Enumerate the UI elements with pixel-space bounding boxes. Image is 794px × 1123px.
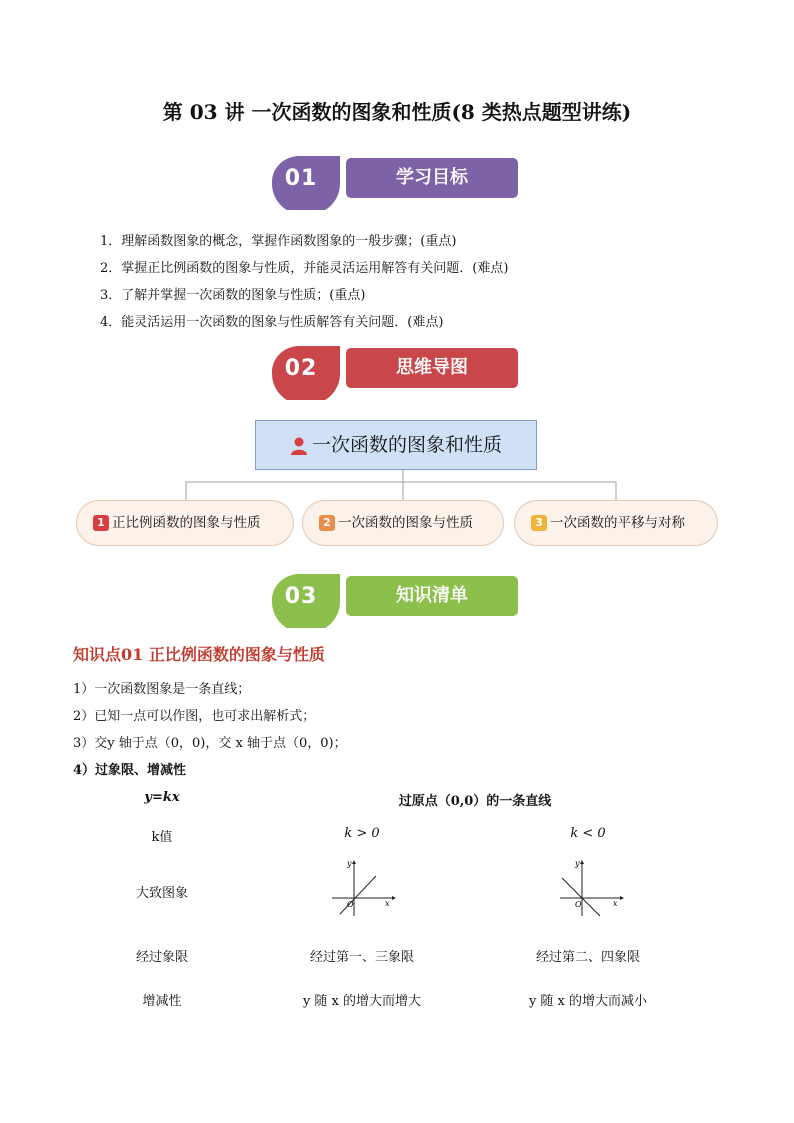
mindmap-node-2: [302, 500, 504, 546]
table-row-label: 增减性: [142, 994, 182, 1009]
knowledge-item: 3）交y 轴于点（0，0)，交 x 轴于点（0，0)；: [73, 736, 347, 751]
graph-increasing-line: [328, 856, 398, 920]
table-cell-k-positive: k > 0: [344, 826, 380, 841]
graph-origin-label: O: [347, 900, 354, 909]
section-label: 思维导图: [346, 348, 518, 388]
knowledge-list: [73, 676, 347, 784]
table-row-label: 大致图象: [135, 886, 188, 901]
section-header-knowledge: [270, 572, 530, 628]
mindmap-node-label: 一次函数的图象与性质: [338, 515, 473, 531]
graph-decreasing-line: [556, 856, 626, 920]
objectives-list: [100, 228, 508, 336]
section-number: 02: [284, 356, 318, 381]
table-cell-quadrants-positive: 经过第一、三象限: [309, 950, 414, 965]
mindmap-node-number: 3: [531, 515, 547, 531]
graph-axis-y-label: y: [575, 859, 580, 868]
graph-axis-x-label: x: [385, 899, 390, 908]
section-label: 学习目标: [346, 158, 518, 198]
section-header-mindmap: [270, 344, 530, 400]
graph-axis-y-label: y: [347, 859, 352, 868]
mindmap-node-1: [76, 500, 294, 546]
knowledge-item: 4）过象限、增减性: [73, 763, 187, 778]
section-label: 知识清单: [346, 576, 518, 616]
objective-item: 1．理解函数图象的概念，掌握作函数图象的一般步骤；(重点): [100, 234, 457, 249]
objective-item: 4．能灵活运用一次函数的图象与性质解答有关问题．(难点): [100, 315, 444, 330]
objective-item: 3．了解并掌握一次函数的图象与性质；(重点): [100, 288, 366, 303]
objective-item: 2．掌握正比例函数的图象与性质，并能灵活运用解答有关问题．(难点): [100, 261, 509, 276]
table-cell-quadrants-negative: 经过第二、四象限: [535, 950, 640, 965]
table-header-right: 过原点（0,0）的一条直线: [398, 794, 552, 809]
table-cell-monotonic-negative: y 随 x 的增大而减小: [528, 994, 648, 1009]
mindmap-node-3: [514, 500, 718, 546]
document-title: 第 03 讲 一次函数的图象和性质(8 类热点题型讲练): [162, 100, 632, 124]
section-number: 01: [284, 166, 318, 191]
table-row-label: 经过象限: [135, 950, 188, 965]
table-cell-monotonic-positive: y 随 x 的增大而增大: [302, 994, 422, 1009]
section-header-objectives: [270, 154, 530, 210]
graph-axis-x-label: x: [613, 899, 618, 908]
mindmap-node-number: 1: [93, 515, 109, 531]
person-icon: [290, 436, 308, 456]
knowledge-item: 2）已知一点可以作图，也可求出解析式；: [73, 709, 316, 724]
table-header-left: y=kx: [144, 790, 180, 805]
knowledge-item: 1）一次函数图象是一条直线；: [73, 682, 251, 697]
knowledge-point-title: 知识点01 正比例函数的图象与性质: [73, 645, 325, 664]
mindmap-node-number: 2: [319, 515, 335, 531]
mindmap-node-label: 一次函数的平移与对称: [550, 515, 685, 531]
table-row-label: k值: [151, 830, 173, 845]
mindmap-root: [255, 420, 537, 470]
graph-origin-label: O: [575, 900, 582, 909]
mindmap-root-label: 一次函数的图象和性质: [311, 434, 502, 456]
mindmap-node-label: 正比例函数的图象与性质: [112, 515, 261, 531]
table-cell-k-negative: k < 0: [570, 826, 606, 841]
section-number: 03: [284, 584, 318, 609]
